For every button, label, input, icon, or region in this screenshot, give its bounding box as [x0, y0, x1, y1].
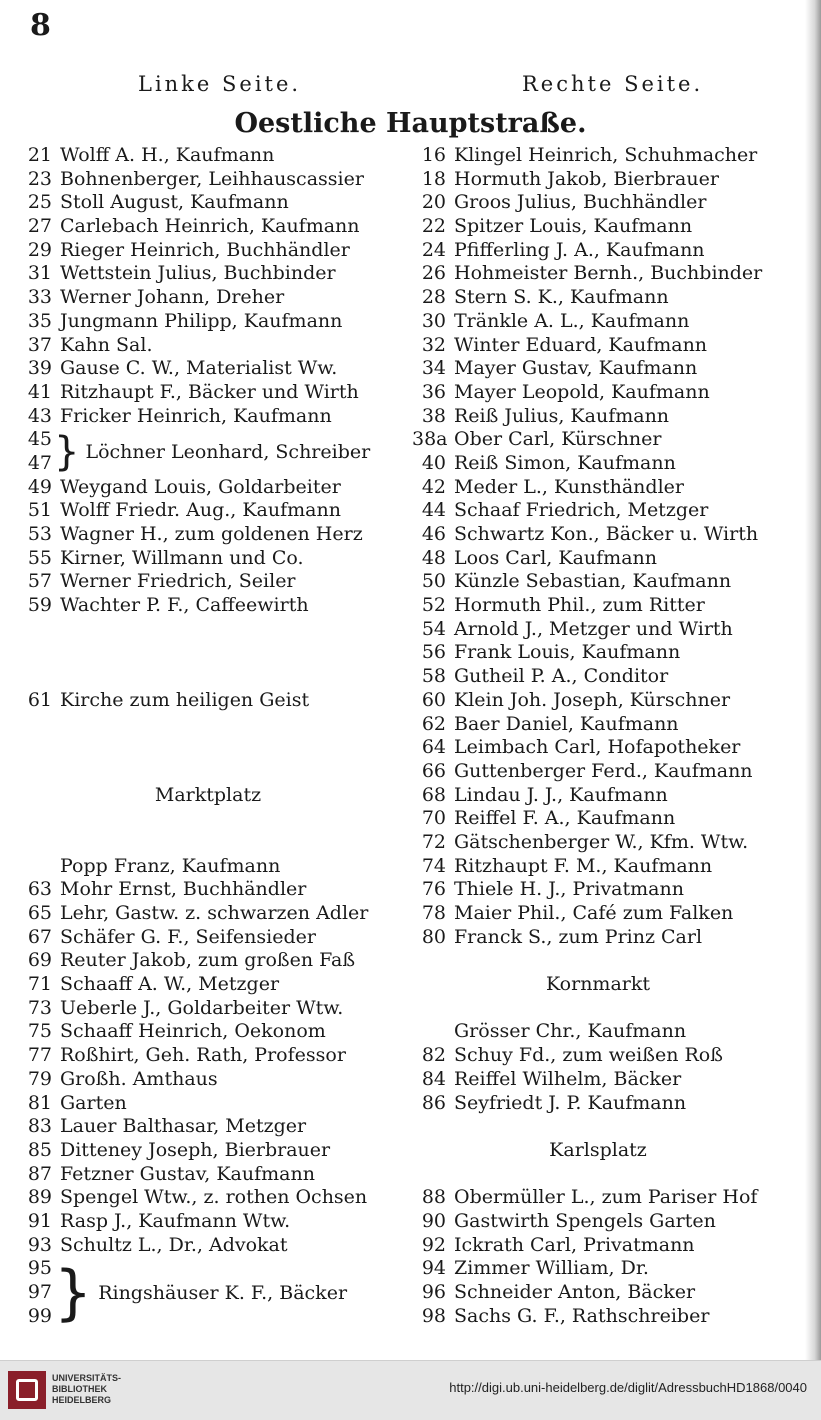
address-entry [18, 523, 398, 547]
resident-name: Schäfer G. F., Seifensieder [60, 925, 316, 948]
house-number: 61 [27, 688, 52, 711]
address-entry [412, 855, 784, 879]
address-entry [412, 1186, 784, 1210]
address-entry [18, 1234, 398, 1258]
address-entry [18, 1044, 398, 1068]
address-entry [412, 878, 784, 902]
house-number: 27 [27, 215, 52, 238]
resident-name: Garten [60, 1091, 127, 1114]
house-number: 32 [421, 333, 446, 356]
address-entry [412, 357, 784, 381]
house-number: 77 [27, 1044, 52, 1067]
house-number: 59 [27, 594, 52, 617]
address-entry [18, 1115, 398, 1139]
house-number: 89 [27, 1186, 52, 1209]
house-number: 97 [27, 1281, 52, 1303]
house-number: 96 [421, 1281, 446, 1303]
street-title: Oestliche Hauptstraße. [234, 108, 587, 139]
address-entry [18, 476, 398, 500]
resident-name: Reuter Jakob, zum großen Faß [60, 949, 356, 972]
address-entry [412, 547, 784, 571]
house-number: 21 [27, 144, 52, 166]
resident-name: Schwartz Kon., Bäcker u. Wirth [454, 523, 759, 545]
address-entry [412, 713, 784, 737]
blank-row [412, 997, 784, 1021]
address-entry [412, 191, 784, 215]
resident-name: Mayer Gustav, Kaufmann [454, 357, 698, 380]
house-number: 62 [421, 712, 446, 735]
house-number: 85 [27, 1138, 52, 1161]
resident-name: Wachter P. F., Caffeewirth [60, 594, 309, 617]
house-number: 83 [27, 1115, 52, 1138]
house-number: 76 [421, 878, 446, 901]
resident-name: Thiele H. J., Privatmann [454, 878, 684, 901]
header-right-side: Rechte Seite. [522, 72, 704, 96]
resident-name: Ditteney Joseph, Bierbrauer [60, 1138, 331, 1161]
resident-name: Wagner H., zum goldenen Herz [60, 523, 363, 545]
house-number: 95 [27, 1257, 52, 1280]
resident-name: Carlebach Heinrich, Kaufmann [60, 215, 360, 238]
house-numbers [18, 1257, 52, 1328]
address-entry [412, 1068, 784, 1092]
resident-name: Sachs G. F., Rathschreiber [454, 1304, 710, 1327]
section-heading: Marktplatz [154, 783, 262, 806]
resident-name: Ritzhaupt F., Bäcker und Wirth [60, 380, 359, 403]
resident-name: Ringshäuser K. F., Bäcker [98, 1281, 348, 1304]
resident-name: Meder L., Kunsthändler [454, 475, 684, 498]
house-number: 44 [421, 499, 446, 522]
house-number: 40 [421, 451, 446, 474]
house-number: 81 [27, 1091, 52, 1114]
house-number: 37 [27, 333, 52, 356]
address-entry [18, 239, 398, 263]
address-entry [412, 665, 784, 689]
address-entry [18, 902, 398, 926]
address-entry [412, 1210, 784, 1234]
address-entry [412, 1234, 784, 1258]
house-number: 87 [27, 1162, 52, 1185]
resident-name: Zimmer William, Dr. [454, 1257, 649, 1280]
house-number: 51 [27, 499, 52, 522]
resident-name: Hormuth Phil., zum Ritter [454, 594, 705, 617]
house-number: 99 [27, 1304, 52, 1327]
resident-name: Stern S. K., Kaufmann [454, 286, 669, 309]
header-left-side: Linke Seite. [138, 72, 302, 96]
house-number: 93 [27, 1233, 52, 1256]
house-number: 45 [27, 428, 52, 451]
address-entry [18, 926, 398, 950]
address-entry [412, 784, 784, 808]
address-entry [18, 855, 398, 879]
left-column [18, 144, 398, 1328]
house-number: 71 [27, 973, 52, 996]
resident-name: Lehr, Gastw. z. schwarzen Adler [60, 902, 369, 924]
resident-name: Fetzner Gustav, Kaufmann [60, 1162, 315, 1185]
resident-name: Klingel Heinrich, Schuhmacher [454, 144, 758, 166]
address-entry [412, 570, 784, 594]
resident-name: Schaaff A. W., Metzger [60, 973, 280, 996]
house-number: 57 [27, 570, 52, 593]
house-number: 34 [421, 357, 446, 380]
resident-name: Mohr Ernst, Buchhändler [60, 878, 307, 901]
resident-name: Kirner, Willmann und Co. [60, 546, 304, 569]
page-edge-shadow [805, 0, 821, 1360]
address-entry [18, 381, 398, 405]
resident-name: Stoll August, Kaufmann [60, 191, 289, 214]
address-entry [18, 168, 398, 192]
address-entry [18, 1186, 398, 1210]
resident-name: Künzle Sebastian, Kaufmann [454, 570, 732, 593]
house-number: 41 [27, 380, 52, 403]
house-number: 98 [421, 1304, 446, 1327]
house-number: 82 [421, 1044, 446, 1067]
house-number: 46 [421, 523, 446, 545]
resident-name: Rieger Heinrich, Buchhändler [60, 238, 350, 261]
resident-name: Winter Eduard, Kaufmann [454, 333, 708, 356]
address-entry [412, 689, 784, 713]
resident-name: Kirche zum heiligen Geist [60, 688, 310, 711]
blank-row [18, 713, 398, 737]
blank-row [18, 831, 398, 855]
house-number: 92 [421, 1233, 446, 1256]
house-number: 26 [421, 262, 446, 285]
house-numbers [18, 428, 52, 475]
resident-name: Popp Franz, Kaufmann [60, 854, 281, 877]
house-number: 72 [421, 830, 446, 853]
resident-name: Hormuth Jakob, Bierbrauer [454, 167, 719, 190]
page-number: 8 [30, 8, 51, 43]
resident-name: Schneider Anton, Bäcker [454, 1281, 696, 1303]
bracketed-entry [18, 1257, 398, 1328]
house-number: 52 [421, 594, 446, 617]
resident-name: Werner Friedrich, Seiler [60, 570, 296, 593]
house-number: 80 [421, 925, 446, 948]
address-entry [412, 381, 784, 405]
address-entry [412, 760, 784, 784]
house-number: 58 [421, 665, 446, 688]
house-number: 38a [412, 428, 448, 451]
address-entry [18, 1092, 398, 1116]
address-entry [18, 878, 398, 902]
house-number: 49 [27, 475, 52, 498]
address-entry [18, 973, 398, 997]
resident-name: Schuy Fd., zum weißen Roß [454, 1044, 723, 1067]
resident-name: Schaaf Friedrich, Metzger [454, 499, 709, 522]
address-entry [412, 1281, 784, 1305]
house-number: 31 [27, 262, 52, 285]
address-entry [412, 405, 784, 429]
resident-name: Arnold J., Metzger und Wirth [454, 617, 733, 640]
resident-name: Reiffel Wilhelm, Bäcker [454, 1067, 682, 1090]
address-entry [18, 547, 398, 571]
house-number: 33 [27, 286, 52, 309]
house-number: 35 [27, 309, 52, 332]
blank-row [412, 949, 784, 973]
address-entry [412, 476, 784, 500]
house-number: 28 [421, 286, 446, 309]
address-entry [18, 405, 398, 429]
resident-name: Rasp J., Kaufmann Wtw. [60, 1209, 291, 1232]
house-number: 94 [421, 1257, 446, 1280]
resident-name: Franck S., zum Prinz Carl [454, 925, 703, 948]
address-entry [412, 594, 784, 618]
resident-name: Gutheil P. A., Conditor [454, 665, 669, 688]
resident-name: Schaaff Heinrich, Oekonom [60, 1020, 326, 1043]
address-entry [18, 1068, 398, 1092]
address-entry [18, 1210, 398, 1234]
house-number: 48 [421, 546, 446, 569]
resident-name: Jungmann Philipp, Kaufmann [60, 309, 343, 332]
resident-name: Bohnenberger, Leihhauscassier [60, 167, 364, 190]
house-number: 39 [27, 357, 52, 380]
house-number: 90 [421, 1209, 446, 1232]
address-entry [18, 1139, 398, 1163]
resident-name: Maier Phil., Café zum Falken [454, 902, 734, 924]
resident-name: Schultz L., Dr., Advokat [60, 1233, 288, 1256]
right-column [412, 144, 784, 1328]
address-entry [18, 689, 398, 713]
resident-name: Loos Carl, Kaufmann [454, 546, 657, 569]
resident-name: Gause C. W., Materialist Ww. [60, 357, 338, 380]
house-number: 24 [421, 238, 446, 261]
address-entry [18, 310, 398, 334]
blank-row [18, 665, 398, 689]
resident-name: Spengel Wtw., z. rothen Ochsen [60, 1186, 368, 1209]
resident-name: Gastwirth Spengels Garten [454, 1209, 716, 1232]
address-entry [412, 1305, 784, 1329]
resident-name: Wettstein Julius, Buchbinder [60, 262, 336, 285]
resident-name: Seyfriedt J. P. Kaufmann [454, 1091, 687, 1114]
resident-name: Wolff A. H., Kaufmann [60, 144, 275, 166]
resident-name: Werner Johann, Dreher [60, 286, 285, 309]
address-entry [18, 570, 398, 594]
section-heading: Karlsplatz [549, 1138, 647, 1161]
resident-name: Ober Carl, Kürschner [454, 428, 662, 451]
house-number: 54 [421, 617, 446, 640]
house-number: 75 [27, 1020, 52, 1043]
resident-name: Kahn Sal. [60, 333, 153, 356]
address-entry [412, 807, 784, 831]
address-entry [412, 239, 784, 263]
address-entry [412, 523, 784, 547]
house-number: 22 [421, 215, 446, 238]
resident-name: Großh. Amthaus [60, 1067, 218, 1090]
house-number: 36 [421, 380, 446, 403]
house-number: 66 [421, 759, 446, 782]
address-entry [412, 736, 784, 760]
address-entry [18, 262, 398, 286]
address-entry [18, 997, 398, 1021]
library-logo-icon [8, 1371, 46, 1409]
house-number: 63 [27, 878, 52, 901]
resident-name: Mayer Leopold, Kaufmann [454, 380, 710, 403]
footer-bar [0, 1360, 821, 1420]
resident-name: Lauer Balthasar, Metzger [60, 1115, 307, 1138]
address-entry [412, 499, 784, 523]
house-number: 68 [421, 783, 446, 806]
house-number: 20 [421, 191, 446, 214]
resident-name: Löchner Leonhard, Schreiber [85, 440, 371, 463]
address-entry [18, 1163, 398, 1187]
address-entry [412, 215, 784, 239]
resident-name: Weygand Louis, Goldarbeiter [60, 475, 341, 498]
address-entry [412, 286, 784, 310]
address-entry [18, 334, 398, 358]
house-number: 23 [27, 167, 52, 190]
house-number: 74 [421, 854, 446, 877]
house-number: 91 [27, 1209, 52, 1232]
house-number: 78 [421, 902, 446, 924]
house-number: 86 [421, 1091, 446, 1114]
house-number: 42 [421, 475, 446, 498]
address-entry [412, 618, 784, 642]
address-entry [412, 428, 784, 452]
resident-name: Ueberle J., Goldarbeiter Wtw. [60, 996, 344, 1019]
house-number: 64 [421, 736, 446, 759]
address-entry [412, 168, 784, 192]
resident-name: Fricker Heinrich, Kaufmann [60, 404, 332, 427]
address-entry [412, 926, 784, 950]
address-entry [412, 1257, 784, 1281]
house-number: 25 [27, 191, 52, 214]
resident-name: Reiffel F. A., Kaufmann [454, 807, 676, 830]
resident-name: Hohmeister Bernh., Buchbinder [454, 262, 763, 285]
blank-row [412, 1115, 784, 1139]
resident-name: Pfifferling J. A., Kaufmann [454, 238, 705, 261]
resident-name: Ritzhaupt F. M., Kaufmann [454, 854, 713, 877]
blank-row [18, 641, 398, 665]
blank-row [412, 1163, 784, 1187]
address-entry [412, 144, 784, 168]
house-number: 70 [421, 807, 446, 830]
address-entry [412, 641, 784, 665]
resident-name: Reiß Simon, Kaufmann [454, 451, 676, 474]
address-entry [18, 286, 398, 310]
house-number: 18 [421, 167, 446, 190]
resident-name: Frank Louis, Kaufmann [454, 641, 681, 664]
address-entry [412, 310, 784, 334]
address-entry [412, 334, 784, 358]
house-number: 60 [421, 688, 446, 711]
address-entry [412, 452, 784, 476]
house-number: 88 [421, 1186, 446, 1209]
resident-name: Obermüller L., zum Pariser Hof [454, 1186, 758, 1209]
house-number: 30 [421, 309, 446, 332]
address-entry [412, 831, 784, 855]
blank-row [18, 736, 398, 760]
library-name: UNIVERSITÄTS- BIBLIOTHEK HEIDELBERG [52, 1373, 122, 1405]
house-number: 67 [27, 925, 52, 948]
address-entry [18, 949, 398, 973]
house-number: 73 [27, 996, 52, 1019]
resident-name: Ickrath Carl, Privatmann [454, 1233, 695, 1256]
house-number: 53 [27, 523, 52, 545]
resident-name: Roßhirt, Geh. Rath, Professor [60, 1044, 346, 1067]
address-entry [412, 262, 784, 286]
house-number: 38 [421, 404, 446, 427]
resident-name: Gätschenberger W., Kfm. Wtw. [454, 830, 749, 853]
resident-name: Klein Joh. Joseph, Kürschner [454, 688, 731, 711]
brace-icon: } [54, 1257, 93, 1328]
resident-name: Baer Daniel, Kaufmann [454, 712, 679, 735]
address-entry [18, 1020, 398, 1044]
address-entry [18, 215, 398, 239]
house-number: 50 [421, 570, 446, 593]
resident-name: Guttenberger Ferd., Kaufmann [454, 759, 753, 782]
resident-name: Lindau J. J., Kaufmann [454, 783, 668, 806]
blank-row [18, 618, 398, 642]
blank-row [18, 760, 398, 784]
house-number: 84 [421, 1067, 446, 1090]
resident-name: Wolff Friedr. Aug., Kaufmann [60, 499, 341, 522]
section-heading: Kornmarkt [545, 973, 651, 996]
address-entry [18, 144, 398, 168]
resident-name: Tränkle A. L., Kaufmann [454, 309, 690, 332]
resident-name: Groos Julius, Buchhändler [454, 191, 707, 214]
address-entry [18, 499, 398, 523]
house-number: 16 [421, 144, 446, 166]
address-entry [412, 1020, 784, 1044]
house-number: 29 [27, 238, 52, 261]
house-number: 43 [27, 404, 52, 427]
house-number: 65 [27, 902, 52, 924]
house-number: 47 [27, 451, 52, 474]
bracketed-entry [18, 428, 398, 475]
house-number: 69 [27, 949, 52, 972]
source-url-link[interactable]: http://digi.ub.uni-heidelberg.de/diglit/AdressbuchHD1868/0040 [449, 1380, 807, 1395]
address-entry [412, 1092, 784, 1116]
resident-name: Reiß Julius, Kaufmann [454, 404, 670, 427]
house-number: 79 [27, 1067, 52, 1090]
address-entry [412, 1044, 784, 1068]
house-number: 55 [27, 546, 52, 569]
resident-name: Leimbach Carl, Hofapotheker [454, 736, 741, 759]
address-entry [18, 191, 398, 215]
resident-name: Spitzer Louis, Kaufmann [454, 215, 693, 238]
blank-row [18, 807, 398, 831]
resident-name: Grösser Chr., Kaufmann [454, 1020, 687, 1043]
brace-icon: } [54, 428, 80, 475]
address-entry [18, 594, 398, 618]
address-entry [18, 357, 398, 381]
address-entry [412, 902, 784, 926]
house-number: 56 [421, 641, 446, 664]
